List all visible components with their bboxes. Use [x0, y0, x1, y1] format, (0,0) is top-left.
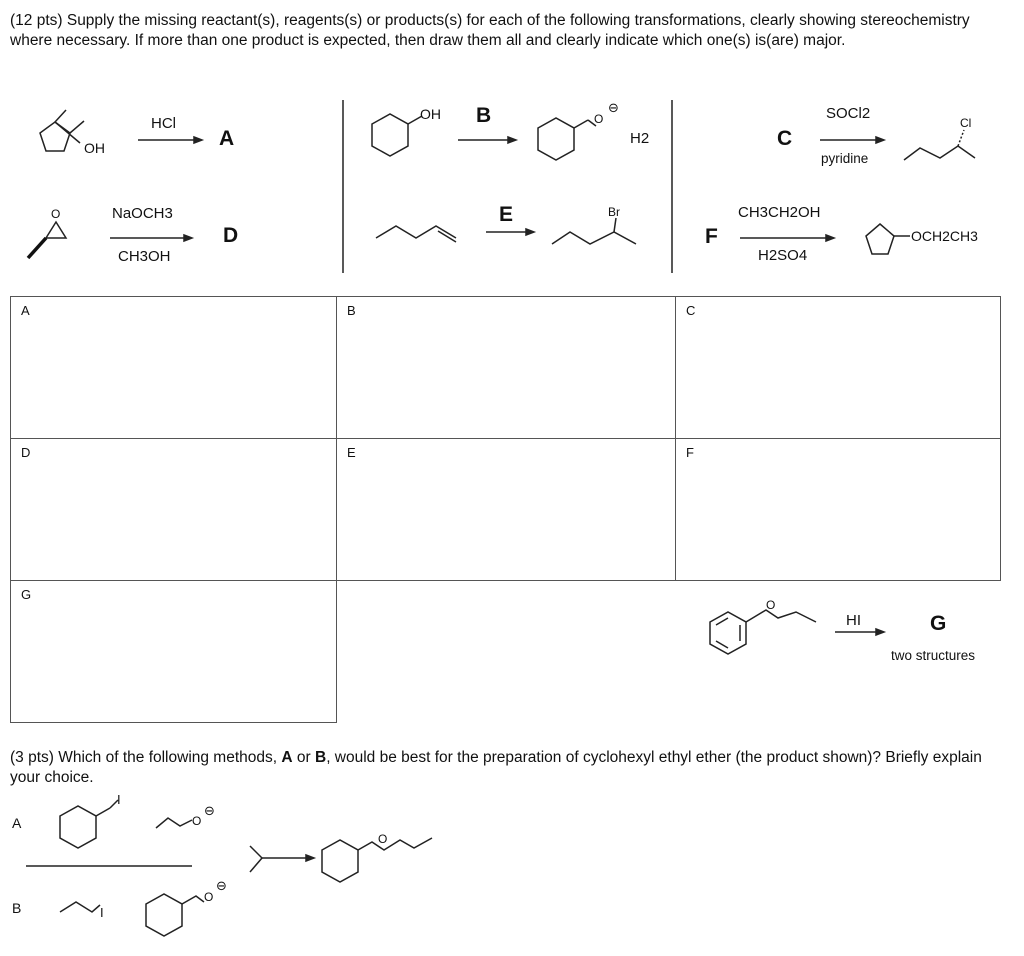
r3-reagent-top: SOCl2: [826, 105, 871, 122]
r7-oxygen-label: O: [766, 598, 776, 612]
q2-row-a-oxygen: O: [192, 814, 202, 828]
cyclohexane-ring: [372, 114, 408, 156]
cyclohexane-ring-2: [538, 118, 574, 160]
question-2-suffix: , would be best for the preparation of cyclohexyl ethyl ether (the product shown)? Briefly explain your choice.: [10, 749, 982, 786]
q2-product-ring: [322, 840, 358, 882]
r2-charge: ⊖: [608, 100, 619, 115]
arrowhead-r3: [876, 137, 884, 143]
q2-branch: [250, 846, 262, 872]
q2-row-b-oxygen: O: [204, 890, 214, 904]
q2-row-b-label: B: [12, 900, 22, 916]
cyclopentane-ring-r6: [866, 224, 894, 254]
question-2-method-b: B: [314, 749, 327, 766]
q2-row-a-charge: ⊖: [204, 803, 215, 818]
r4-product-label: D: [223, 224, 239, 247]
question-2-prompt: [10, 748, 1010, 788]
wedge-bond: [28, 238, 46, 258]
benzene-inner-3: [716, 641, 728, 648]
r5-unknown-label: E: [499, 203, 514, 226]
r2-oxygen-label: O: [594, 112, 604, 126]
r2-reagent: H2: [630, 130, 650, 147]
br-bond: [614, 218, 616, 232]
r2-hydroxyl-label: OH: [420, 106, 441, 122]
q2b-iodoethane: [60, 902, 100, 912]
cyclopentane-ring: [40, 122, 70, 151]
product-chain-r3: [904, 146, 975, 160]
ch2-bond-2: [574, 120, 588, 128]
arrowhead-r1: [194, 137, 202, 143]
answer-box-f-label: F: [686, 445, 694, 460]
methyl-bond: [55, 110, 66, 122]
hash-bond: [958, 130, 964, 146]
answer-box-a-label: A: [21, 303, 30, 318]
q2-row-b-iodide: I: [100, 905, 104, 920]
q2a-ch2: [96, 808, 110, 816]
answer-box-b[interactable]: [336, 296, 676, 439]
r7-note: two structures: [891, 648, 976, 663]
r3-reagent-bottom: pyridine: [821, 151, 869, 166]
q2b-chain: [182, 896, 204, 904]
methyl-bond-2: [70, 121, 84, 133]
r1-hydroxyl-label: OH: [84, 140, 105, 156]
question-1-prompt: (12 pts) Supply the missing reactant(s), reagents(s) or products(s) for each of the following transformations, clearly showing stereochemistry where necessary. If more than one product is expected, then draw them all and clearly indicate which one(s) is(are) major.: [10, 12, 970, 49]
arrowhead-r5: [526, 229, 534, 235]
alkene-chain: [376, 226, 456, 238]
answer-box-d-label: D: [21, 445, 31, 460]
r3-halogen: Cl: [960, 116, 972, 130]
answer-box-c-label: C: [686, 303, 696, 318]
question-2-or: or: [292, 749, 315, 766]
arrowhead-r2: [508, 137, 516, 143]
answer-box-a[interactable]: [10, 296, 337, 439]
question-2-prefix: (3 pts) Which of the following methods,: [10, 749, 282, 766]
question-2-method-a: A: [281, 749, 293, 766]
answer-box-e-label: E: [347, 445, 356, 460]
r6-reagent-top: CH3CH2OH: [738, 204, 821, 221]
answer-box-f[interactable]: [675, 438, 1001, 581]
q2-product-oxygen: O: [378, 832, 388, 846]
answer-box-b-label: B: [347, 303, 356, 318]
arrowhead-r6: [826, 235, 834, 241]
arrowhead-r7: [876, 629, 884, 635]
r3-unknown-label: C: [777, 127, 793, 150]
answer-box-g[interactable]: [10, 580, 337, 723]
answer-box-g-label: G: [21, 587, 32, 602]
answer-box-d[interactable]: [10, 438, 337, 581]
r6-unknown-label: F: [705, 225, 718, 248]
q2a-ethoxide: [156, 818, 192, 828]
r4-reagent-top: NaOCH3: [112, 205, 173, 222]
r7-reagent: HI: [846, 612, 861, 629]
r6-product-group: OCH2CH3: [911, 228, 978, 244]
r4-oxygen-label: O: [51, 207, 61, 221]
r2-unknown-label: B: [476, 104, 492, 127]
q2-row-b-charge: ⊖: [216, 878, 227, 893]
answer-box-c[interactable]: [675, 296, 1001, 439]
r1-reagent: HCl: [151, 115, 176, 132]
ether-chain: [746, 610, 816, 622]
r1-product-label: A: [219, 127, 235, 150]
r5-halogen: Br: [608, 205, 620, 219]
answer-box-e[interactable]: [336, 438, 676, 581]
bromide-chain: [552, 232, 636, 244]
q2-product-chain: [358, 838, 432, 850]
benzene-inner-1: [716, 618, 728, 625]
q2-row-a-label: A: [12, 815, 22, 831]
q2-arrowhead: [306, 855, 314, 861]
q2a-cyclohexane: [60, 806, 96, 848]
arrowhead-r4: [184, 235, 192, 241]
epoxide-ring: [46, 222, 66, 238]
q2b-cyclohexane: [146, 894, 182, 936]
r4-reagent-bottom: CH3OH: [118, 248, 171, 265]
q2-row-a-iodide: I: [117, 792, 121, 807]
r7-product-label: G: [930, 612, 947, 635]
r6-reagent-bottom: H2SO4: [758, 247, 808, 264]
